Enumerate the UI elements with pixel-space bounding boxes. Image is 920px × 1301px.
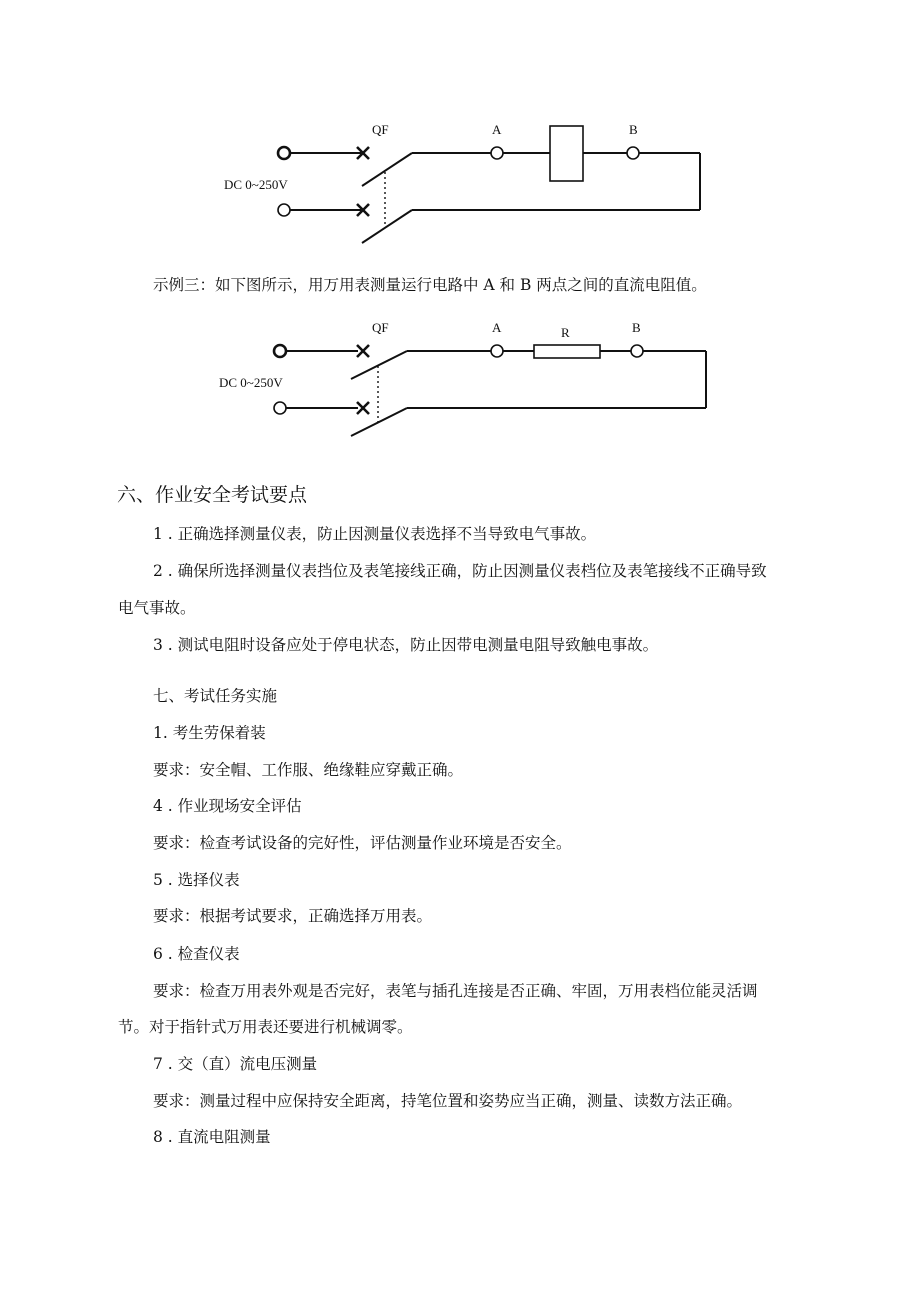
task-requirement-5: 要求：根据考试要求，正确选择万用表。 — [153, 907, 433, 925]
point-b-label: B — [632, 320, 641, 335]
task-item-4: 4 . 作业现场安全评估 — [153, 797, 302, 815]
task-requirement-6-line2: 节。对于指针式万用表还要进行机械调零。 — [118, 1018, 413, 1036]
section6-point1: 1 . 正确选择测量仪表，防止因测量仪表选择不当导致电气事故。 — [153, 525, 597, 543]
section6-point2-line2: 电气事故。 — [118, 599, 196, 617]
source-terminal-top — [278, 147, 290, 159]
example3-text: 示例三：如下图所示，用万用表测量运行电路中 A 和 B 两点之间的直流电阻值。 — [153, 276, 707, 294]
qf-label: QF — [372, 122, 389, 137]
task-item-8: 8 . 直流电阻测量 — [153, 1128, 271, 1146]
point-b-label: B — [629, 122, 638, 137]
task-item-6: 6 . 检查仪表 — [153, 945, 240, 963]
task-requirement-7: 要求：测量过程中应保持安全距离，持笔位置和姿势应当正确，测量、读数方法正确。 — [153, 1092, 743, 1110]
section7-title: 七、考试任务实施 — [153, 687, 278, 705]
point-a-label: A — [492, 320, 502, 335]
resistor-label: R — [561, 325, 570, 340]
task-requirement-6-line1: 要求：检查万用表外观是否完好，表笔与插孔连接是否正确、牢固，万用表档位能灵活调 — [153, 982, 758, 1000]
circuit-diagram-2 — [0, 310, 920, 450]
source-terminal-bottom — [274, 402, 286, 414]
point-a-label: A — [492, 122, 502, 137]
task-item-5: 5 . 选择仪表 — [153, 871, 240, 889]
section6-title: 六、作业安全考试要点 — [117, 484, 308, 506]
circuit-diagram-1 — [0, 110, 920, 250]
qf-label: QF — [372, 320, 389, 335]
source-terminal-top — [274, 345, 286, 357]
source-label: DC 0~250V — [224, 177, 288, 192]
source-label: DC 0~250V — [219, 375, 283, 390]
task-requirement-4: 要求：检查考试设备的完好性，评估测量作业环境是否安全。 — [153, 834, 572, 852]
task-item-7: 7 . 交（直）流电压测量 — [153, 1055, 318, 1073]
section6-point2-line1: 2 . 确保所选择测量仪表挡位及表笔接线正确，防止因测量仪表档位及表笔接线不正确导致 — [153, 562, 767, 580]
source-terminal-bottom — [278, 204, 290, 216]
task-requirement-1: 要求：安全帽、工作服、绝缘鞋应穿戴正确。 — [153, 761, 464, 779]
section6-point3: 3 . 测试电阻时设备应处于停电状态，防止因带电测量电阻导致触电事故。 — [153, 636, 659, 654]
resistor-r — [534, 345, 600, 358]
task-item-1: 1. 考生劳保着装 — [153, 724, 266, 742]
relay-box — [550, 126, 583, 181]
